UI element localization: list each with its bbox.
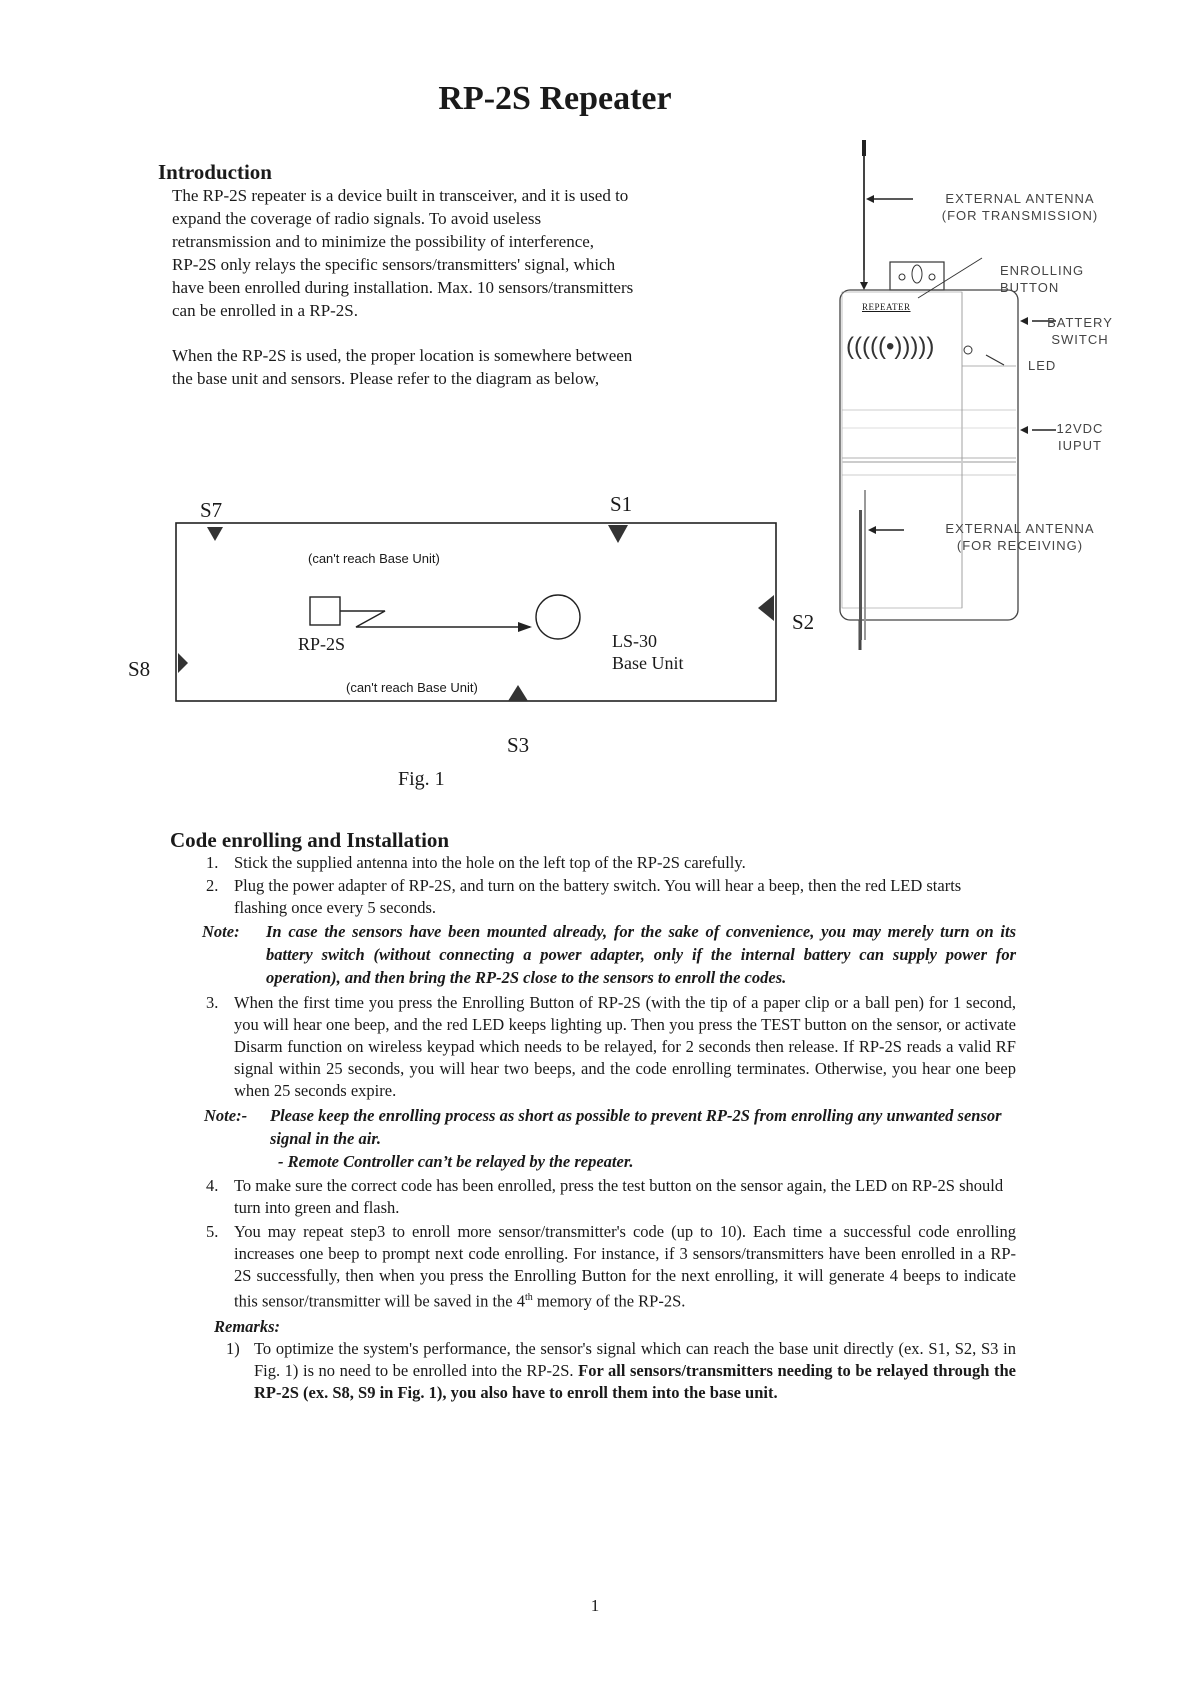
arrow-left-icon: [868, 526, 876, 534]
enrolling-button-housing: [890, 262, 944, 290]
label-line: SWITCH: [1051, 332, 1109, 347]
arrow-left-icon: [866, 195, 874, 203]
note-label: Note:-: [204, 1106, 248, 1125]
intro-line: When the RP-2S is used, the proper location is somewhere between: [172, 346, 633, 365]
label-s3: S3: [507, 733, 530, 757]
sensor-s1-icon: [608, 525, 628, 543]
note-2: [204, 1104, 1016, 1173]
step-number: 3.: [206, 993, 219, 1012]
code-body: [202, 852, 1016, 1404]
page-number: 1: [590, 1596, 600, 1615]
label-line: EXTERNAL ANTENNA: [945, 191, 1095, 206]
label-s2: S2: [792, 610, 815, 634]
base-unit-circle-icon: [536, 595, 580, 639]
ls30-label: LS-30: [612, 631, 657, 651]
led-icon: [964, 346, 972, 354]
note-1: [202, 920, 1016, 989]
base-unit-text: Base Unit: [612, 653, 684, 673]
intro-line: retransmission and to minimize the possibility of interference,: [172, 232, 595, 251]
step-number: 2.: [206, 876, 219, 895]
intro-paragraph-1: [172, 184, 633, 322]
sensor-s3-icon: [508, 685, 528, 701]
page-title: RP-2S Repeater: [438, 80, 672, 117]
intro-line: expand the coverage of radio signals. To avoid useless: [172, 209, 542, 228]
arrow-left-icon: [1020, 317, 1028, 325]
step-number: 1.: [206, 853, 219, 872]
remark-1: [226, 1338, 1016, 1404]
note-text: Please keep the enrolling process as short as possible to prevent RP-2S from enrolling any unwanted sensor signal in the air.: [270, 1106, 1002, 1148]
step-number: 5.: [206, 1222, 219, 1241]
label-line: (FOR TRANSMISSION): [941, 208, 1099, 223]
step-text: Plug the power adapter of RP-2S, and turn on the battery switch. You will hear a beep, then the red LED starts flashing once every 5 seconds.: [234, 876, 962, 917]
superscript: th: [525, 1292, 533, 1303]
rp2s-label: RP-2S: [298, 634, 346, 654]
antenna-rx-rod: [859, 510, 862, 640]
antenna-rx-edge: [864, 490, 866, 640]
signal-line: [340, 611, 530, 627]
intro-line: have been enrolled during installation. Max. 10 sensors/transmitters: [172, 278, 634, 297]
step-4: [206, 1175, 1016, 1219]
label-line: EXTERNAL ANTENNA: [945, 521, 1095, 536]
code-heading: Code enrolling and Installation: [170, 828, 450, 852]
arrow-down-icon: [860, 282, 868, 290]
label-line: BUTTON: [1000, 280, 1060, 295]
antenna-tip-icon: [862, 140, 866, 156]
intro-paragraph-2: [172, 344, 632, 390]
led-label: LED: [1028, 358, 1057, 373]
arrow-left-icon: [1020, 426, 1028, 434]
enrolling-button-label: [1000, 262, 1100, 296]
step-5: [206, 1221, 1016, 1313]
sensor-s8-icon: [178, 653, 188, 673]
note-label: Note:: [202, 922, 240, 941]
label-s1: S1: [610, 492, 633, 516]
remarks-label: Remarks:: [214, 1316, 280, 1336]
cant-reach-top: (can't reach Base Unit): [308, 551, 440, 566]
label-s8: S8: [128, 657, 151, 681]
intro-heading: Introduction: [158, 160, 272, 184]
intro-line: RP-2S only relays the specific sensors/transmitters' signal, which: [172, 255, 616, 274]
sensor-s7-icon: [207, 527, 223, 541]
label-line: ENROLLING: [1000, 263, 1085, 278]
battery-switch-label: [1040, 314, 1120, 348]
enrolling-button-icon: [912, 265, 922, 283]
step-2: [206, 875, 1016, 919]
label-line: (FOR RECEIVING): [956, 538, 1084, 553]
remark-text: To optimize the system's performance, the sensor's signal which can reach the base unit directly (ex. S1, S2, S3 in Fig. 1) is no need to be enrolled into the RP-2S.: [254, 1338, 1016, 1380]
base-unit-label: [612, 630, 684, 674]
label-line: BATTERY: [1047, 315, 1113, 330]
rp2s-box-icon: [310, 597, 340, 625]
step-text: memory of the RP-2S.: [532, 1291, 686, 1311]
step-3: [206, 992, 1016, 1102]
ext-antenna-rx-label: [920, 520, 1120, 554]
label-line: IUPUT: [1058, 438, 1102, 453]
signal-waves-icon: (((((•))))): [846, 333, 935, 360]
note-text: - Remote Controller can’t be relayed by the repeater.: [278, 1152, 634, 1171]
intro-line: the base unit and sensors. Please refer to the diagram as below,: [172, 369, 600, 388]
step-number: 4.: [206, 1176, 219, 1195]
step-text: To make sure the correct code has been enrolled, press the test button on the sensor again, the LED on RP-2S should turn into green and flash.: [234, 1176, 1004, 1217]
ext-antenna-tx-label: [920, 190, 1120, 224]
label-s7: S7: [200, 498, 223, 522]
intro-line: The RP-2S repeater is a device built in transceiver, and it is used to: [172, 186, 629, 205]
cant-reach-bottom: (can't reach Base Unit): [346, 680, 478, 695]
remark-number: 1): [226, 1338, 240, 1358]
fig1-diagram: [170, 515, 790, 715]
step-1: [206, 852, 1016, 874]
step-text: When the first time you press the Enrolling Button of RP-2S (with the tip of a paper clip or a ball pen) for 1 second, you will hear one beep, and the red LED keeps lighting up. Then you press the TEST button on the sensor, or activate Disarm function on wireless keypad which needs to be relayed, for 2 seconds then release. If RP-2S reads a valid RF signal within 25 seconds, you will hear two beeps, and the code enrolling terminates. Otherwise, you hear one beep when 25 seconds expire.: [234, 993, 1016, 1100]
note-text: In case the sensors have been mounted already, for the sake of convenience, you may merely turn on its battery switch (without connecting a power adapter, only if the internal battery can supply power for operation), and then bring the RP-2S close to the sensors to enroll the codes.: [266, 922, 1016, 987]
arrow-right-icon: [518, 622, 532, 632]
remark-text-bold: For all sensors/transmitters needing to be relayed through the RP-2S (ex. S8, S9 in Fig. 1), you also have to enroll them into the base unit.: [254, 1360, 1016, 1402]
intro-line: can be enrolled in a RP-2S.: [172, 301, 359, 320]
step-text: You may repeat step3 to enroll more sensor/transmitter's code (up to 10). Each time a successful code enrolling increases one beep to prompt next code enrolling. For instance, if 3 sensors/transmitters have been enrolled in a RP-2S successfully, then when you press the Enrolling Button for the next enrolling, it will generate 4 beeps to indicate this sensor/transmitter will be saved in the 4: [234, 1222, 1016, 1311]
step-text: Stick the supplied antenna into the hole on the left top of the RP-2S carefully.: [234, 853, 746, 872]
repeater-label: REPEATER: [862, 302, 911, 312]
room-outline: [176, 523, 776, 701]
fig-caption: Fig. 1: [398, 768, 445, 790]
label-line: 12VDC: [1056, 421, 1104, 436]
12vdc-input-label: [1050, 420, 1110, 454]
sensor-s2-icon: [758, 595, 774, 621]
